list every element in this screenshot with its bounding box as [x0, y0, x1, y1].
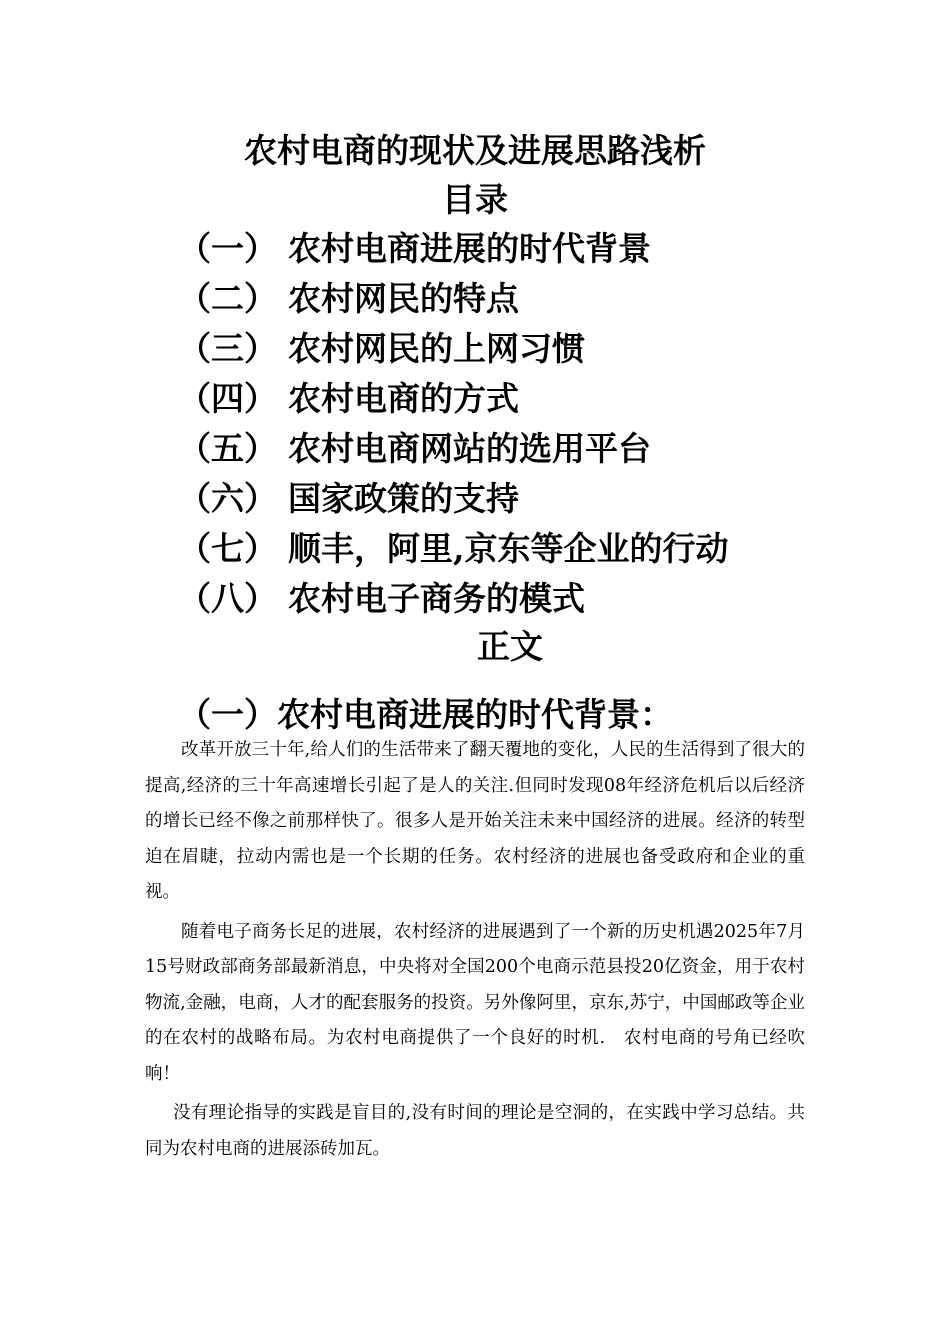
toc-item-label: 农村网民的上网习惯 — [288, 329, 585, 368]
toc-item-label: 顺丰，阿里,京东等企业的行动 — [288, 529, 729, 568]
toc-item-label: 农村电子商务的模式 — [288, 579, 585, 618]
paragraph: 随着电子商务长足的进展，农村经济的进展遇到了一个新的历史机遇2025年7月15号财政部商务部最新消息，中央将对全国200个电商示范县投20亿资金，用于农村物流,金融，电商，人才的配套服务的投资。另外像阿里，京东,苏宁，中国邮政等企业的在农村的战略布局。为农村电商提供了一个良好的时机. 农村电商的号角已经吹响！ — [145, 921, 805, 1084]
toc-item — [178, 424, 729, 474]
toc-item-number: （五） — [178, 429, 277, 468]
toc-item-label: 国家政策的支持 — [288, 479, 519, 518]
toc-item — [178, 574, 729, 624]
section-heading: （一）农村电商进展的时代背景： — [178, 695, 673, 734]
body-heading: 正文 — [477, 627, 543, 666]
toc-item-label: 农村电商的方式 — [288, 379, 519, 418]
document-title: 农村电商的现状及进展思路浅析 — [244, 131, 706, 170]
toc-item — [178, 224, 729, 274]
toc-heading: 目录 — [442, 180, 508, 219]
paragraph: 没有理论指导的实践是盲目的,没有时间的理论是空洞的，在实践中学习总结。共同为农村电商的进展添砖加瓦。 — [145, 1103, 805, 1159]
table-of-contents — [178, 224, 729, 624]
toc-item — [178, 324, 729, 374]
toc-item-number: （一） — [178, 229, 277, 268]
toc-item-number: （六） — [178, 479, 277, 518]
toc-item-number: （四） — [178, 379, 277, 418]
toc-item-label: 农村电商进展的时代背景 — [288, 229, 651, 268]
toc-item — [178, 374, 729, 424]
toc-item — [178, 474, 729, 524]
toc-item-number: （八） — [178, 579, 277, 618]
toc-item-number: （七） — [178, 529, 277, 568]
paragraph: 改革开放三十年,给人们的生活带来了翻天覆地的变化，人民的生活得到了很大的提高,经济的三十年高速增长引起了是人的关注.但同时发现08年经济危机后以后经济的增长已经不像之前那样快了。很多人是开始关注未来中国经济的进展。经济的转型迫在眉睫，拉动内需也是一个长期的任务。农村经济的进展也备受政府和企业的重视。 — [145, 740, 805, 902]
toc-item-number: （三） — [178, 329, 277, 368]
toc-item — [178, 524, 729, 574]
toc-item — [178, 274, 729, 324]
toc-item-label: 农村网民的特点 — [288, 279, 519, 318]
body-text — [145, 733, 805, 1171]
toc-item-label: 农村电商网站的选用平台 — [288, 429, 651, 468]
toc-item-number: （二） — [178, 279, 277, 318]
